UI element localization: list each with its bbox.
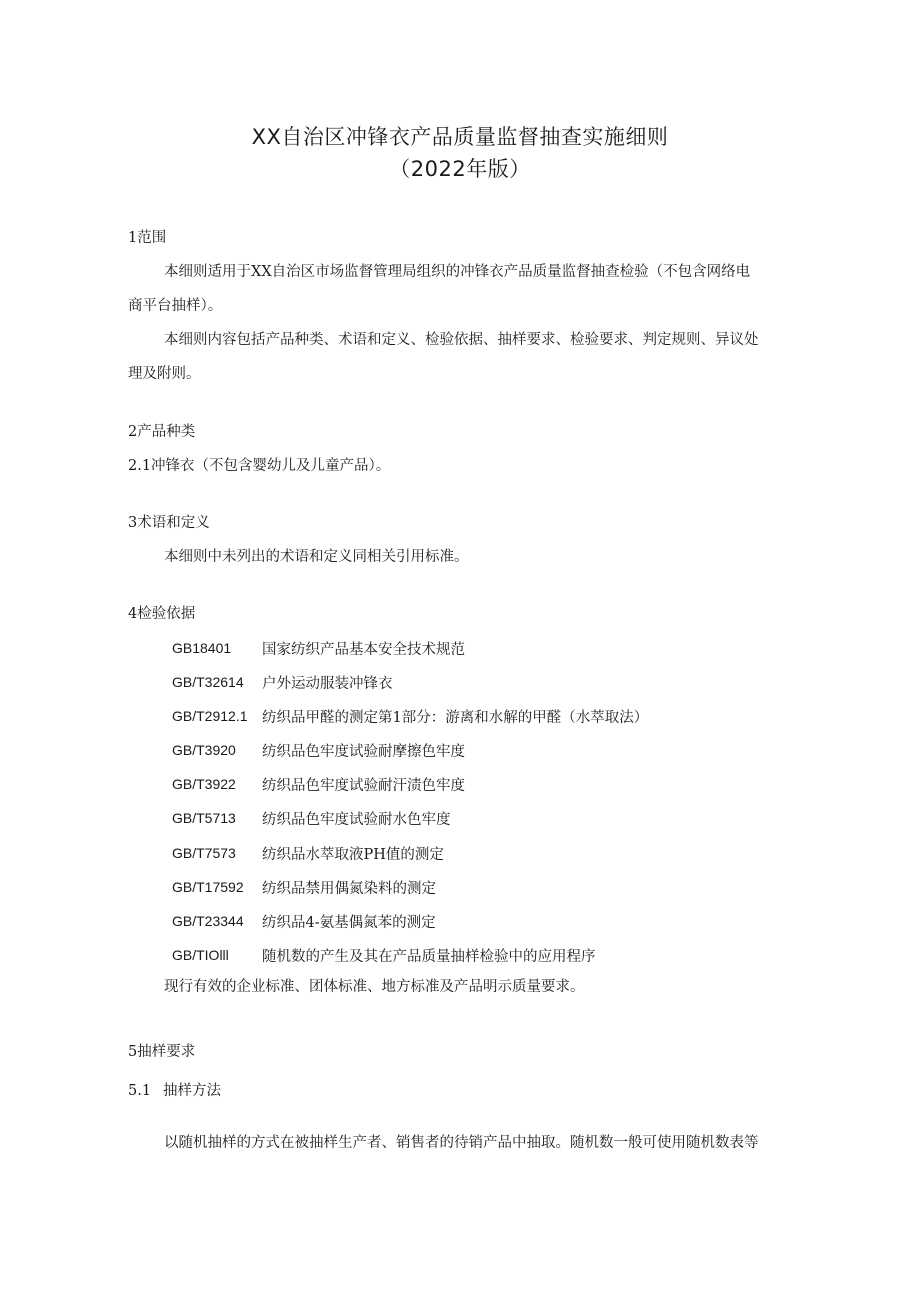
document-title: XX自治区冲锋衣产品质量监督抽查实施细则: [251, 125, 669, 149]
section-1-paragraph-2-cont: 理及附则。: [128, 366, 201, 382]
standard-code: GB/T5713: [172, 810, 236, 826]
section-2-item-1: 2.1冲锋衣（不包含婴幼儿及儿童产品）。: [128, 458, 391, 474]
standard-code: GB/T32614: [172, 674, 244, 690]
standard-code: GB/TIOlll: [172, 947, 229, 963]
standard-code: GB/T7573: [172, 845, 236, 861]
standard-name: 纺织品水萃取液PH值的测定: [262, 847, 444, 863]
section-1-paragraph-2: 本细则内容包括产品种类、术语和定义、检验依据、抽样要求、检验要求、判定规则、异议处: [164, 332, 759, 348]
standard-name: 纺织品甲醛的测定第1部分：游离和水解的甲醛（水萃取法）: [262, 710, 649, 726]
standard-name: 纺织品色牢度试验耐汗渍色牢度: [262, 778, 465, 794]
standard-code: GB/T3920: [172, 742, 236, 758]
standard-code: GB/T17592: [172, 879, 244, 895]
subsection-5-1-title: 抽样方法: [163, 1083, 221, 1099]
standard-name: 户外运动服装冲锋衣: [262, 676, 393, 692]
section-1-paragraph-1: 本细则适用于XX自治区市场监督管理局组织的冲锋衣产品质量监督抽查检验（不包含网络电: [164, 264, 751, 280]
section-3-paragraph-1: 本细则中未列出的术语和定义同相关引用标准。: [164, 549, 469, 565]
section-4-heading: 4检验依据: [128, 606, 196, 622]
subsection-5-1-number: 5.1: [128, 1083, 152, 1099]
section-4-footer: 现行有效的企业标准、团体标准、地方标准及产品明示质量要求。: [164, 979, 585, 995]
standard-name: 随机数的产生及其在产品质量抽样检验中的应用程序: [262, 949, 596, 965]
standard-code: GB/T23344: [172, 913, 244, 929]
standard-name: 纺织品色牢度试验耐水色牢度: [262, 812, 451, 828]
standard-code: GB18401: [172, 640, 232, 656]
section-5-paragraph-1: 以随机抽样的方式在被抽样生产者、销售者的待销产品中抽取。随机数一般可使用随机数表等: [164, 1135, 759, 1151]
document-edition: （2022年版）: [389, 157, 531, 181]
section-3-heading: 3术语和定义: [128, 515, 210, 531]
standard-name: 纺织品4-氨基偶氮苯的测定: [262, 915, 436, 931]
standard-name: 国家纺织产品基本安全技术规范: [262, 642, 465, 658]
standard-code: GB/T2912.1: [172, 708, 248, 724]
standard-name: 纺织品色牢度试验耐摩擦色牢度: [262, 744, 465, 760]
section-1-paragraph-1-cont: 商平台抽样）。: [128, 298, 223, 314]
section-5-heading: 5抽样要求: [128, 1044, 196, 1060]
section-1-heading: 1范围: [128, 230, 167, 246]
standard-code: GB/T3922: [172, 776, 236, 792]
section-2-heading: 2产品种类: [128, 424, 196, 440]
standard-name: 纺织品禁用偶氮染料的测定: [262, 881, 436, 897]
